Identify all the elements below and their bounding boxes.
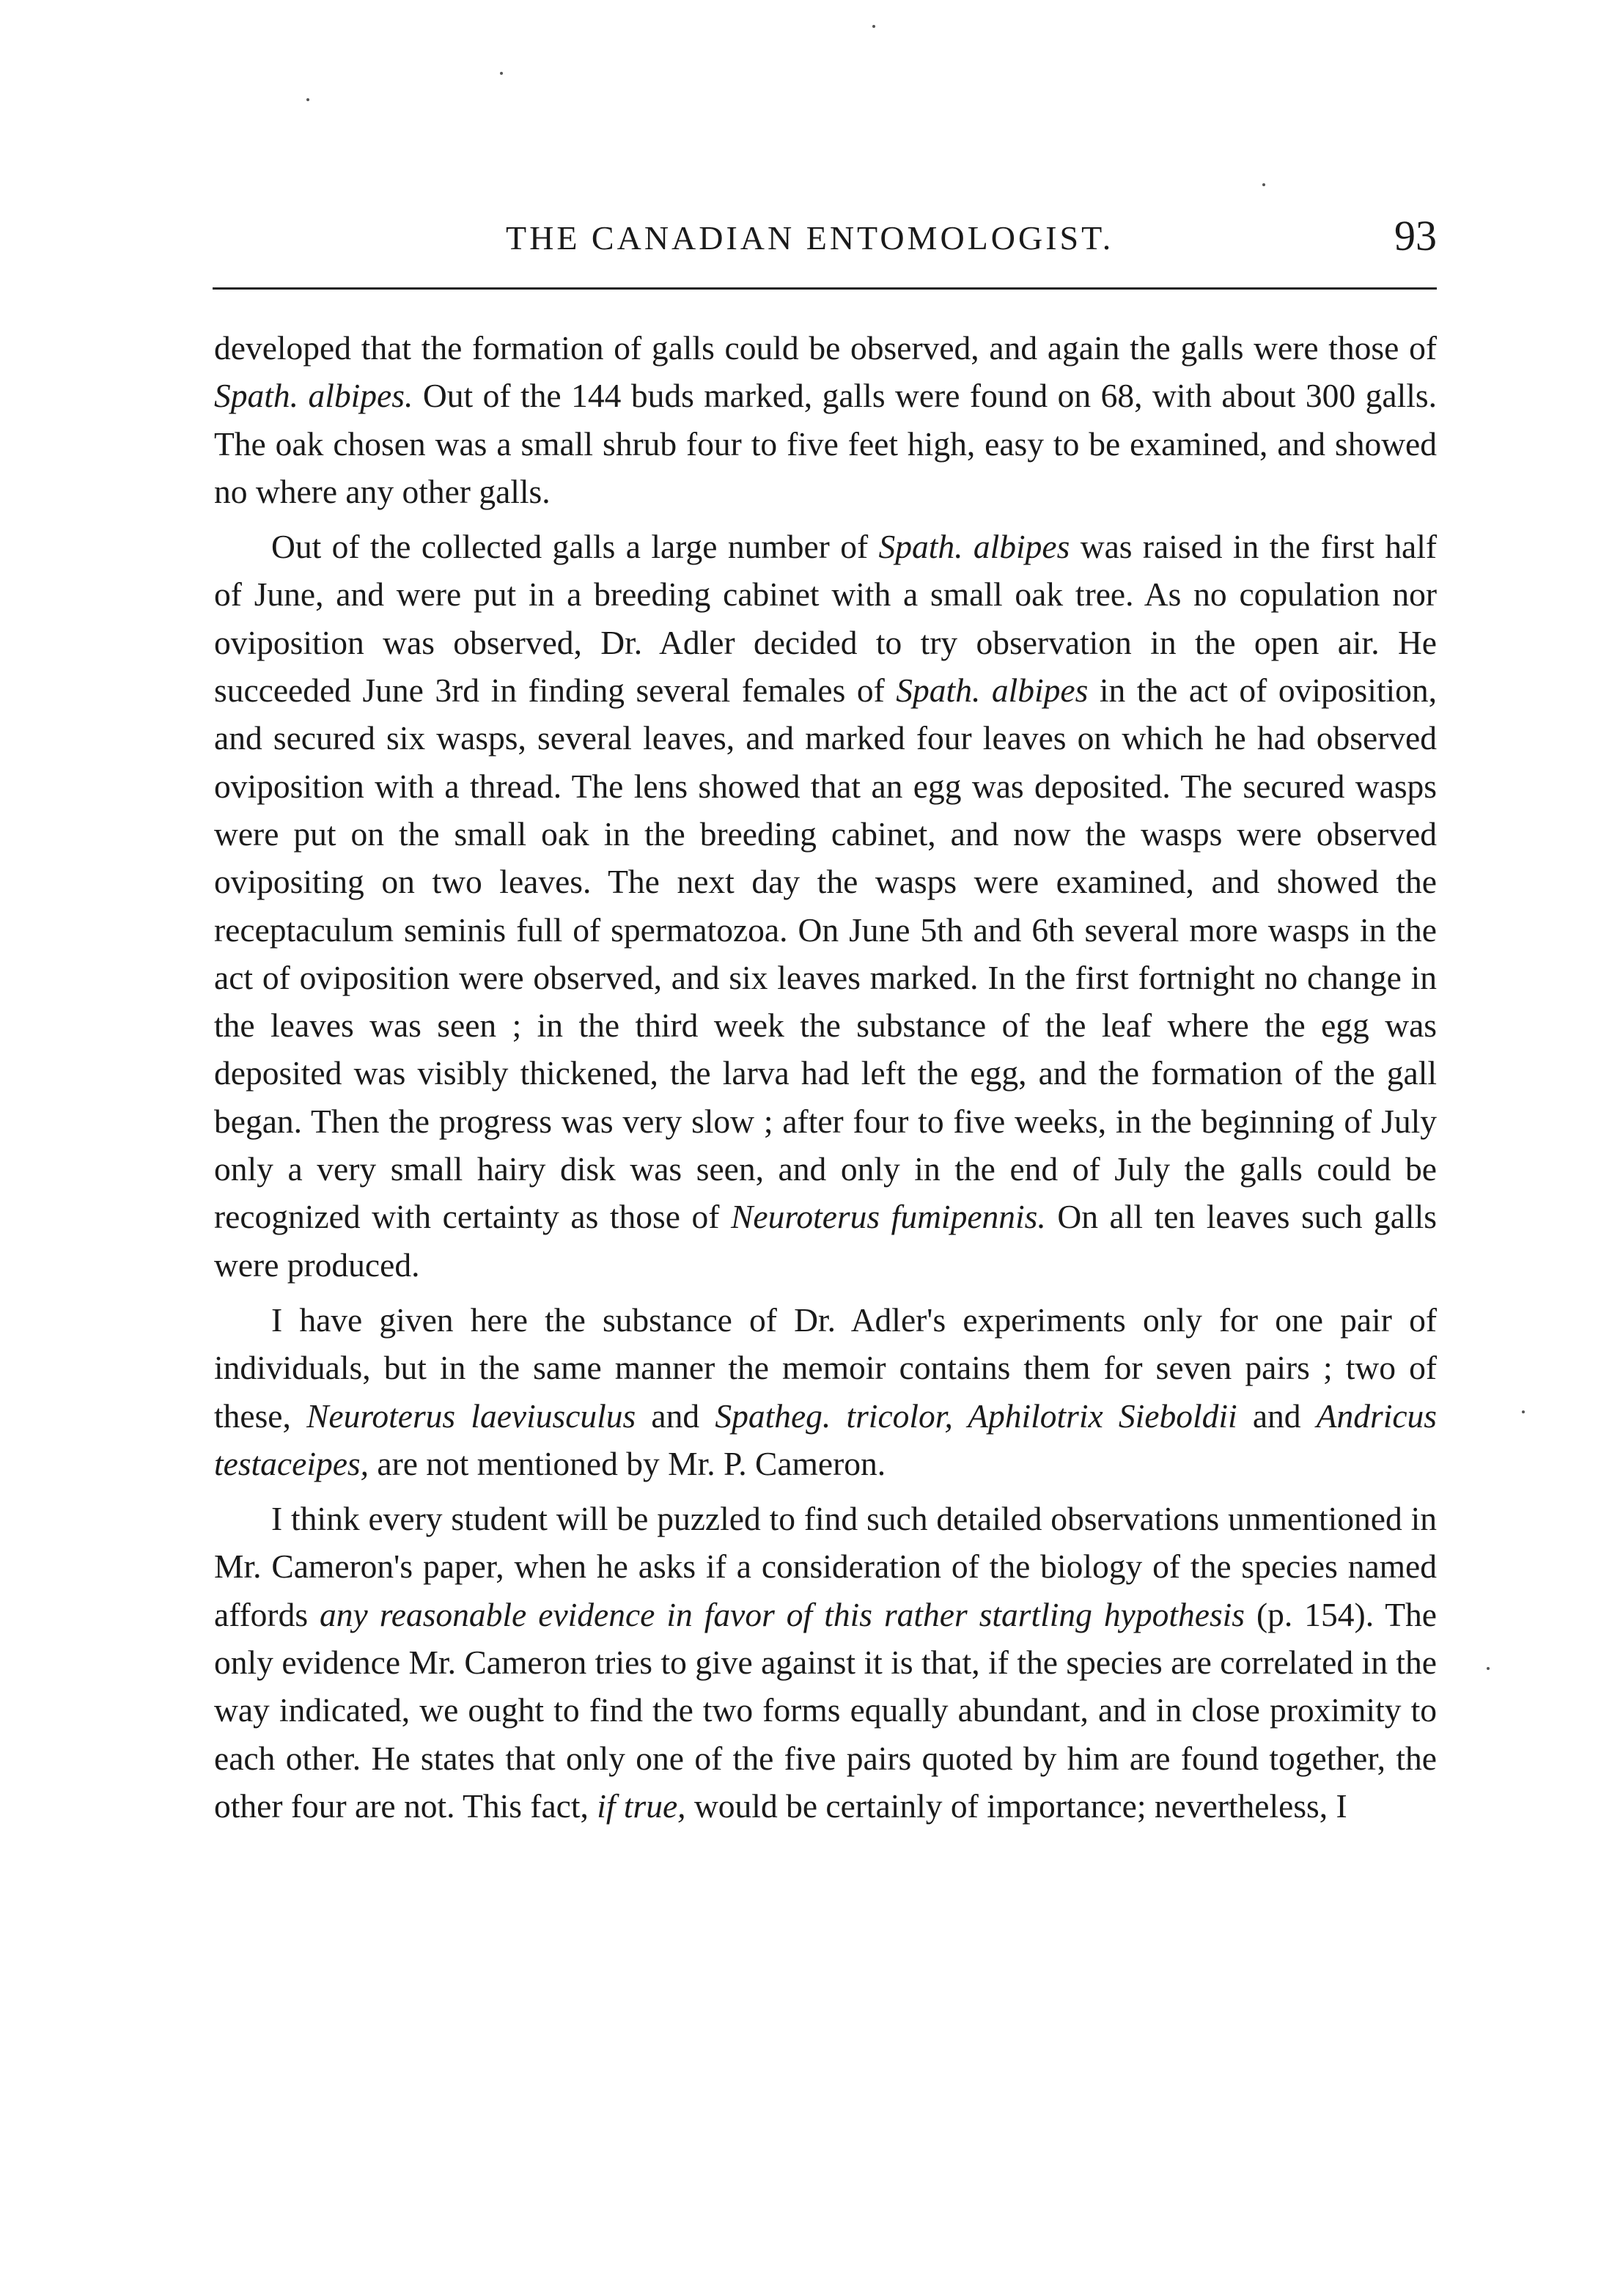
italic-text: Spath. albipes. [214,377,413,415]
text-run: I think every student will be puzzled to find such detailed observations unmentioned in Mr. Cameron's paper, when he asks if a consideration of the biology of the species named affords [214,1500,1437,1633]
italic-text: if true, [597,1787,686,1825]
running-head [213,211,1437,270]
scan-speck [1522,1410,1525,1413]
italic-text: Spath. albipes [878,528,1070,566]
italic-text: Neuroterus laeviusculus [306,1397,636,1435]
text-run: would be certainly of importance; nevertheless, I [685,1787,1347,1825]
italic-text: Neuroterus fumipennis. [731,1198,1046,1236]
italic-text: any reasonable evidence in favor of this rather startling hypothesis [320,1595,1245,1633]
paragraph [214,1296,1437,1487]
text-run: and [1237,1397,1317,1435]
text-run: I have given here the substance of Dr. Adler's experiments only for one pair of individuals, but in the same manner the memoir contains them for seven pairs ; two of these, [214,1300,1437,1435]
text-run: are not mentioned by Mr. P. Cameron. [369,1444,886,1482]
scan-speck [872,25,875,28]
italic-text: Spath. albipes [896,671,1089,710]
text-run: developed that the formation of galls could be observed, and again the galls were those of [214,329,1437,367]
italic-text: Spatheg. tricolor, Aphilotrix Sieboldii [715,1397,1237,1435]
text-run: (p. 154). The only evidence Mr. Cameron tries to give against it is that, if the species are correlated in the way indicated, we ought to find the two forms equally abundant, and in close proximity to each other. He states that only one of the five pairs quoted by him are found together, the other four are not. This fact, [214,1595,1437,1825]
italic-text: Andricus testaceipes, [214,1397,1438,1482]
text-run: was raised in the first half of June, and were put in a breeding cabinet with a small oak tree. As no copulation nor oviposition was observed, Dr. Adler decided to try observation in the open air. He succeeded June 3rd in finding several females of [214,528,1438,710]
text-run: Out of the collected galls a large number of [271,528,879,566]
scan-speck [500,72,503,75]
body-text [214,324,1437,1830]
text-run: and [636,1397,715,1435]
text-run: Out of the 144 buds marked, galls were found on 68, with about 300 galls. The oak chosen was a small shrub four to five feet high, easy to be examined, and showed no where any other galls. [214,377,1437,510]
paragraph [214,1495,1437,1830]
scan-speck [1487,1667,1490,1670]
paragraph [214,523,1437,1289]
text-run: in the act of oviposition, and secured six wasps, several leaves, and marked four leaves on which he had observed oviposition with a thread. The lens showed that an egg was deposited. The secured wasps were put on the small oak in the breeding cabinet, and now the wasps were observed ovipositing on two leaves. The next day the wasps were examined, and showed the receptaculum seminis full of spermatozoa. On June 5th and 6th several more wasps in the act of oviposition were observed, and six leaves marked. In the first fortnight no change in the leaves was seen ; in the third week the substance of the leaf where the egg was deposited was visibly thickened, the larva had left the egg, and the formation of the gall began. Then the progress was very slow ; after four to five weeks, in the beginning of July only a very small hairy disk was seen, and only in the end of July the galls could be recognized with certainty as those of [214,671,1438,1236]
text-run: On all ten leaves such galls were produced. [214,1198,1437,1284]
page-number: 93 [1394,212,1437,260]
paragraph [214,324,1437,515]
scan-speck [1262,183,1265,186]
scan-speck [306,98,309,101]
header-rule [213,287,1437,290]
journal-title: THE CANADIAN ENTOMOLOGIST. [506,219,1114,257]
